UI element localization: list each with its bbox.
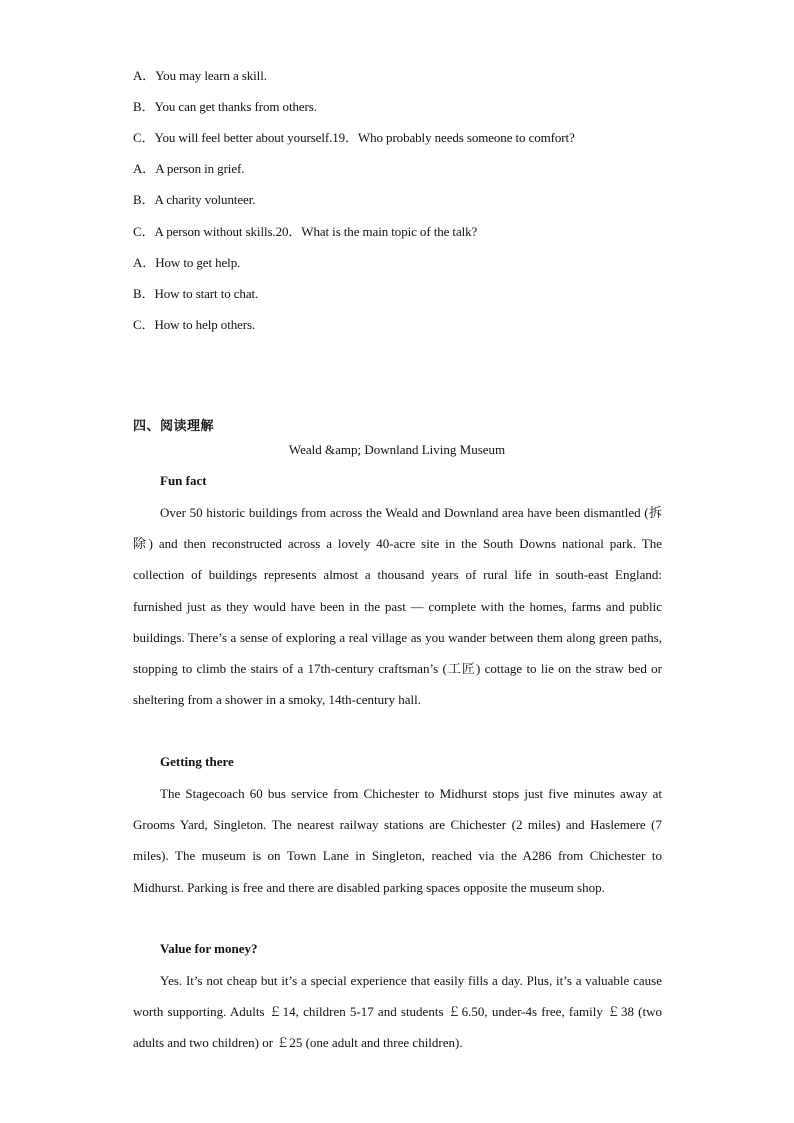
option-q20-b: B．How to start to chat. [133, 286, 259, 301]
option-q18-a: A．You may learn a skill. [133, 68, 267, 83]
heading-value-for-money: Value for money? [160, 941, 258, 956]
article-title: Weald &amp; Downland Living Museum [288, 442, 506, 457]
paragraph-getting-there: The Stagecoach 60 bus service from Chichester to Midhurst stops just five minutes away at Grooms Yard, Singleton. The nearest railway stations are Chichester (2 miles) and Haslemere (7 miles). The museum is on Town Lane in Singleton, reached via the A286 from Chichester to Midhurst. Parking is free and there are disabled parking spaces opposite the museum shop. [133, 786, 662, 895]
option-q19-b: B．A charity volunteer. [133, 192, 256, 207]
option-q20-a: A．How to get help. [133, 255, 241, 270]
option-q18-b: B．You can get thanks from others. [133, 99, 317, 114]
paragraph-value-for-money: Yes. It’s not cheap but it’s a special experience that easily fills a day. Plus, it’s a valuable cause worth supporting. Adults ￡14, children 5-17 and students ￡6.50, under-4s free, family ￡38 (two adults and two children) or ￡25 (one adult and three children). [133, 973, 662, 1051]
heading-fun-fact: Fun fact [160, 473, 207, 488]
option-q19-c: C．A person without skills.20．What is the main topic of the talk? [133, 224, 478, 239]
option-q20-c: C．How to help others. [133, 317, 256, 332]
section-title: 四、阅读理解 [133, 419, 215, 434]
option-q19-a: A．A person in grief. [133, 161, 245, 176]
heading-getting-there: Getting there [160, 754, 234, 769]
paragraph-fun-fact: Over 50 historic buildings from across the Weald and Downland area have been dismantled (拆除) and then reconstructed across a lovely 40-acre site in the South Downs national park. The collection of buildings represents almost a thousand years of rural life in south-east England: furnished just as they would have been in the past — complete with the homes, farms and public buildings. There’s a sense of exploring a real village as you wander between them along green paths, stopping to climb the stairs of a 17th-century craftsman’s (工匠) cottage to lie on the straw bed or sheltering from a shower in a smoky, 14th-century hall. [133, 505, 662, 708]
option-q18-c: C．You will feel better about yourself.19．Who probably needs someone to comfort? [133, 130, 575, 145]
